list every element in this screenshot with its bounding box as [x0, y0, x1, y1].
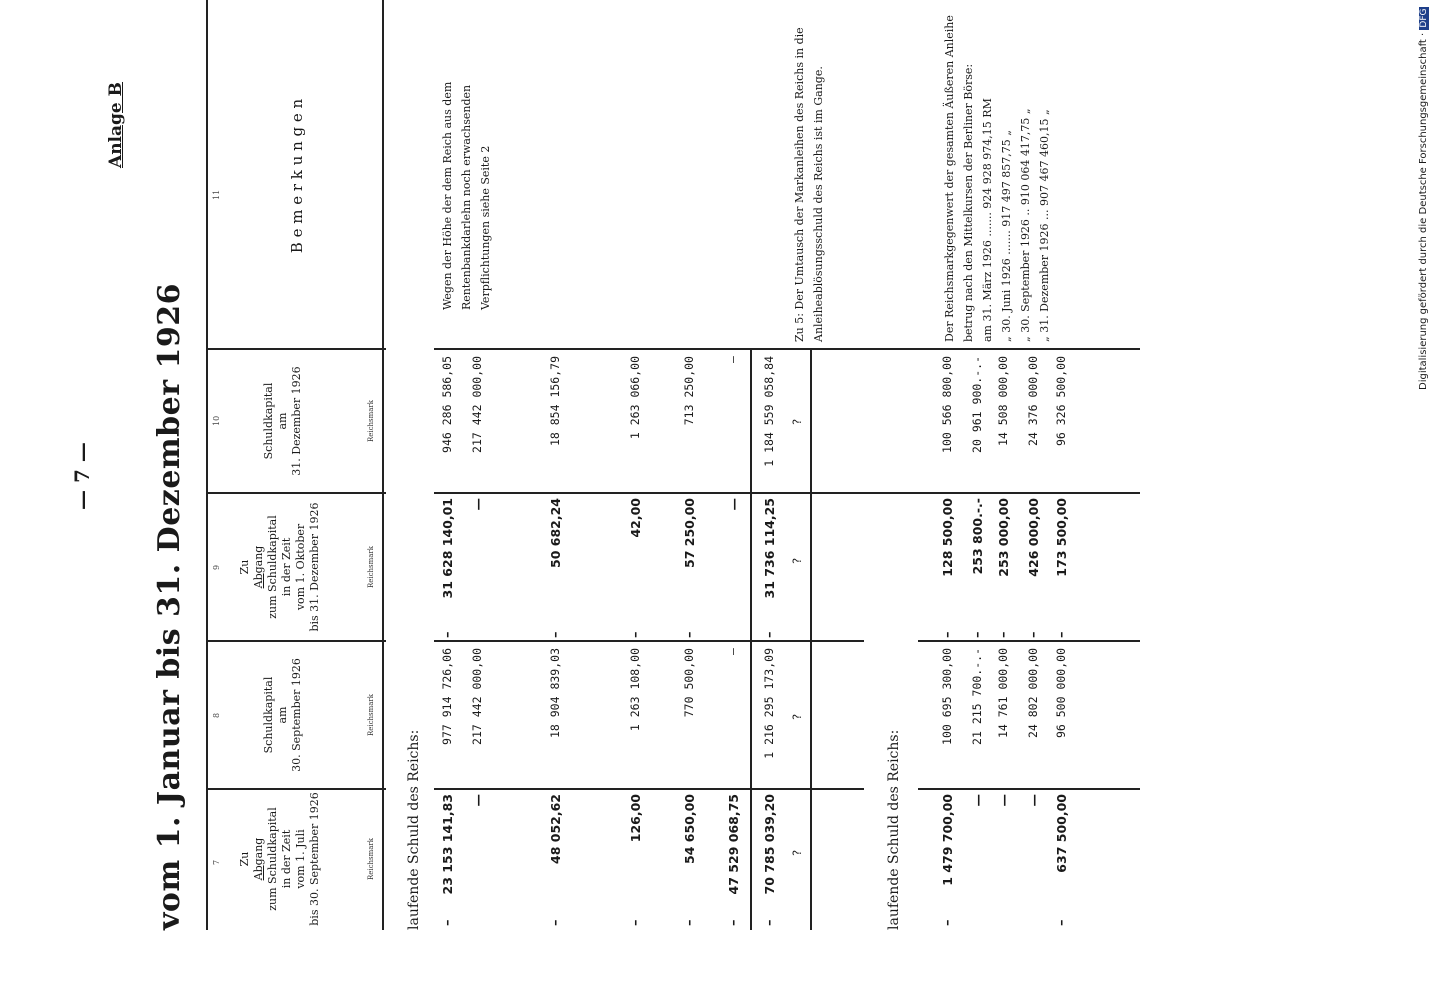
col-header-10 — [262, 352, 304, 490]
col-number-7: 7 — [212, 859, 221, 865]
header-line: am — [276, 706, 289, 724]
cell-col9: 57 250,00 — [682, 498, 697, 568]
col-number-9: 9 — [212, 564, 221, 570]
col-header-11 — [290, 6, 304, 346]
cell-col8: 18 904 839,03 — [548, 648, 562, 739]
cell-col10: 18 854 156,79 — [548, 356, 562, 447]
col-header-9 — [238, 496, 322, 638]
unit-label-9: Reichsmark — [367, 545, 375, 589]
cell-col7: 47 529 068,75 — [726, 794, 741, 895]
row-sign: – — [940, 919, 955, 926]
col-sep-10-11 — [206, 348, 386, 350]
remark-text: Zu 5: Der Umtausch der Markanleihen des Reichs in die Anleiheablösungsschuld des Reichs ist im Gange. — [793, 27, 825, 342]
row-sign: – — [970, 631, 985, 638]
header-bottom-rule — [382, 0, 384, 930]
row-sign: – — [726, 919, 741, 926]
col-header-7 — [238, 792, 322, 926]
remark-aeussere-anleihe — [940, 2, 1054, 342]
cell-col9: 173 500,00 — [1054, 498, 1069, 577]
cell-col10: 217 442 000,00 — [470, 356, 484, 453]
header-line: zum Schuldkapital — [266, 807, 279, 911]
row-sign: – — [940, 631, 955, 638]
row-sign: – — [628, 919, 643, 926]
body-rule-9-10 — [434, 492, 1140, 494]
header-line: in der Zeit — [280, 829, 293, 889]
header-line: bis 30. September 1926 — [308, 792, 321, 926]
row-sign: – — [762, 919, 777, 926]
row-sign: – — [1026, 631, 1041, 638]
body-rule-7-8 — [434, 788, 864, 790]
col-header-8 — [262, 644, 304, 786]
body-rule-8-9 — [434, 640, 864, 642]
remark-line: „ 30. Juni 1926 ....... 917 497 857,75 „ — [1000, 130, 1013, 342]
cell-col8: 217 442 000,00 — [470, 648, 484, 745]
total-col9: 31 736 114,25 — [762, 498, 777, 599]
cell-col8: 100 695 300,00 — [940, 648, 954, 745]
total-col8: 1 216 295 173,09 — [762, 648, 776, 759]
cell-col9: 128 500,00 — [940, 498, 955, 577]
cell-col9: 253 800.-.- — [970, 498, 985, 575]
col-number-10: 10 — [212, 415, 221, 426]
cell-col10: 14 508 000,00 — [996, 356, 1010, 447]
cell-col8: 96 500 000,00 — [1054, 648, 1068, 739]
cell-col10: 100 566 800,00 — [940, 356, 954, 453]
cell-col10: 24 376 000,00 — [1026, 356, 1040, 447]
header-gang: gang — [252, 545, 265, 574]
cell-col7: 23 153 141,83 — [440, 794, 455, 895]
remark-markanleihen — [790, 2, 828, 342]
unknown-col10: ? — [790, 418, 804, 426]
cell-col8: 1 263 108,00 — [628, 648, 642, 732]
header-line: in der Zeit — [280, 537, 293, 597]
row-sign: – — [548, 919, 563, 926]
row-sign: – — [682, 919, 697, 926]
cell-col8: 21 215 700.-.- — [970, 648, 984, 745]
cell-col7: — — [470, 794, 485, 807]
page-number: — 7 — — [70, 442, 94, 510]
cell-col10: — — [726, 356, 740, 363]
header-line: Schuldkapital — [262, 382, 275, 460]
cell-col9: 42,00 — [628, 498, 643, 538]
col-number-11: 11 — [212, 189, 221, 200]
remark-rentenbank — [438, 10, 495, 310]
row-sign: – — [440, 919, 455, 926]
header-zu: Zu — [238, 559, 251, 575]
section-heading-ausland: laufende Schuld des Reichs: — [886, 729, 902, 930]
cell-col7: 54 650,00 — [682, 794, 697, 864]
cell-col10: 20 961 900.-.- — [970, 356, 984, 453]
header-line: vom 1. Juli — [294, 829, 307, 889]
unknown-col8: ? — [790, 713, 804, 721]
total-separator — [750, 350, 752, 930]
remark-text: Wegen der Höhe der dem Reich aus dem Rentenbankdarlehn noch erwachsenden Verpflichtungen siehe Seite 2 — [441, 81, 492, 310]
annex-label: Anlage B — [106, 81, 126, 168]
header-line: vom 1. Oktober — [294, 523, 307, 611]
header-gang: gang — [252, 837, 265, 866]
cell-col9: — — [726, 498, 741, 511]
header-line: 31. Dezember 1926 — [290, 366, 303, 476]
header-line: am — [276, 412, 289, 430]
total-col7: 70 785 039,20 — [762, 794, 777, 895]
cell-col8: 977 914 726,06 — [440, 648, 454, 745]
cell-col8: 14 761 000,00 — [996, 648, 1010, 739]
cell-col7: — — [996, 794, 1011, 807]
col-sep-7-8 — [206, 788, 386, 790]
header-zu: Zu — [238, 851, 251, 867]
row-sign: – — [548, 631, 563, 638]
row-sign: – — [996, 631, 1011, 638]
cell-col8: — — [726, 648, 740, 655]
unit-label-8: Reichsmark — [367, 693, 375, 737]
header-line: B e m e r k u n g e n — [288, 98, 306, 254]
row-sign: – — [628, 631, 643, 638]
header-ab: Ab — [252, 865, 265, 881]
header-ab: Ab — [252, 573, 265, 589]
cell-col7: 1 479 700,00 — [940, 794, 955, 886]
footer-text: Digitalisierung gefördert durch die Deutsche Forschungsgemeinschaft · — [1418, 32, 1429, 390]
cell-col7: 48 052,62 — [548, 794, 563, 864]
cell-col7: — — [970, 794, 985, 807]
cell-col9: 426 000,00 — [1026, 498, 1041, 577]
page-title: vom 1. Januar bis 31. Dezember 1926 — [152, 283, 187, 930]
header-top-rule — [206, 0, 208, 930]
col-number-8: 8 — [212, 712, 221, 718]
digitalization-footer — [1418, 7, 1429, 390]
row-sign: – — [762, 631, 777, 638]
row-sign: – — [1054, 631, 1069, 638]
unknown-col7: ? — [790, 849, 804, 857]
header-line: zum Schuldkapital — [266, 515, 279, 619]
col-sep-8-9 — [206, 640, 386, 642]
remark-line: „ 31. Dezember 1926 ... 907 467 460,15 „ — [1038, 109, 1051, 342]
unit-label-7: Reichsmark — [367, 837, 375, 881]
body-rule-10-11 — [434, 348, 1140, 350]
cell-col10: 946 286 586,05 — [440, 356, 454, 453]
unit-label-10: Reichsmark — [367, 399, 375, 443]
header-line: bis 31. Dezember 1926 — [308, 502, 321, 632]
section-heading-inland: laufende Schuld des Reichs: — [406, 729, 422, 930]
cell-col7: — — [1026, 794, 1041, 807]
cell-col9: 31 628 140,01 — [440, 498, 455, 599]
cell-col8: 770 500,00 — [682, 648, 696, 718]
row-sign: – — [440, 631, 455, 638]
row-sign: – — [682, 631, 697, 638]
q-separator — [810, 350, 812, 930]
remark-text: Der Reichsmarkgegenwert der gesamten Äußeren Anleihe betrug nach den Mittelkursen der Berliner Börse: — [943, 15, 975, 342]
cell-col10: 96 326 500,00 — [1054, 356, 1068, 447]
cell-col9: — — [470, 498, 485, 511]
remark-line: am 31. März 1926 ....... 924 928 974,15 RM — [981, 98, 994, 342]
col-sep-9-10 — [206, 492, 386, 494]
total-col10: 1 184 559 058,84 — [762, 356, 776, 467]
body-rule-7-8b — [918, 788, 1140, 790]
body-rule-8-9b — [918, 640, 1140, 642]
cell-col9: 253 000,00 — [996, 498, 1011, 577]
cell-col10: 1 263 066,00 — [628, 356, 642, 440]
cell-col8: 24 802 000,00 — [1026, 648, 1040, 739]
cell-col9: 50 682,24 — [548, 498, 563, 568]
row-sign: – — [1054, 919, 1069, 926]
header-line: Schuldkapital — [262, 676, 275, 754]
cell-col10: 713 250,00 — [682, 356, 696, 426]
cell-col7: 637 500,00 — [1054, 794, 1069, 873]
remark-line: „ 30. September 1926 .. 910 064 417,75 „ — [1019, 108, 1032, 342]
header-line: 30. September 1926 — [290, 658, 303, 772]
dfg-logo: DFG — [1419, 8, 1429, 28]
unknown-col9: ? — [790, 557, 804, 565]
cell-col7: 126,00 — [628, 794, 643, 843]
